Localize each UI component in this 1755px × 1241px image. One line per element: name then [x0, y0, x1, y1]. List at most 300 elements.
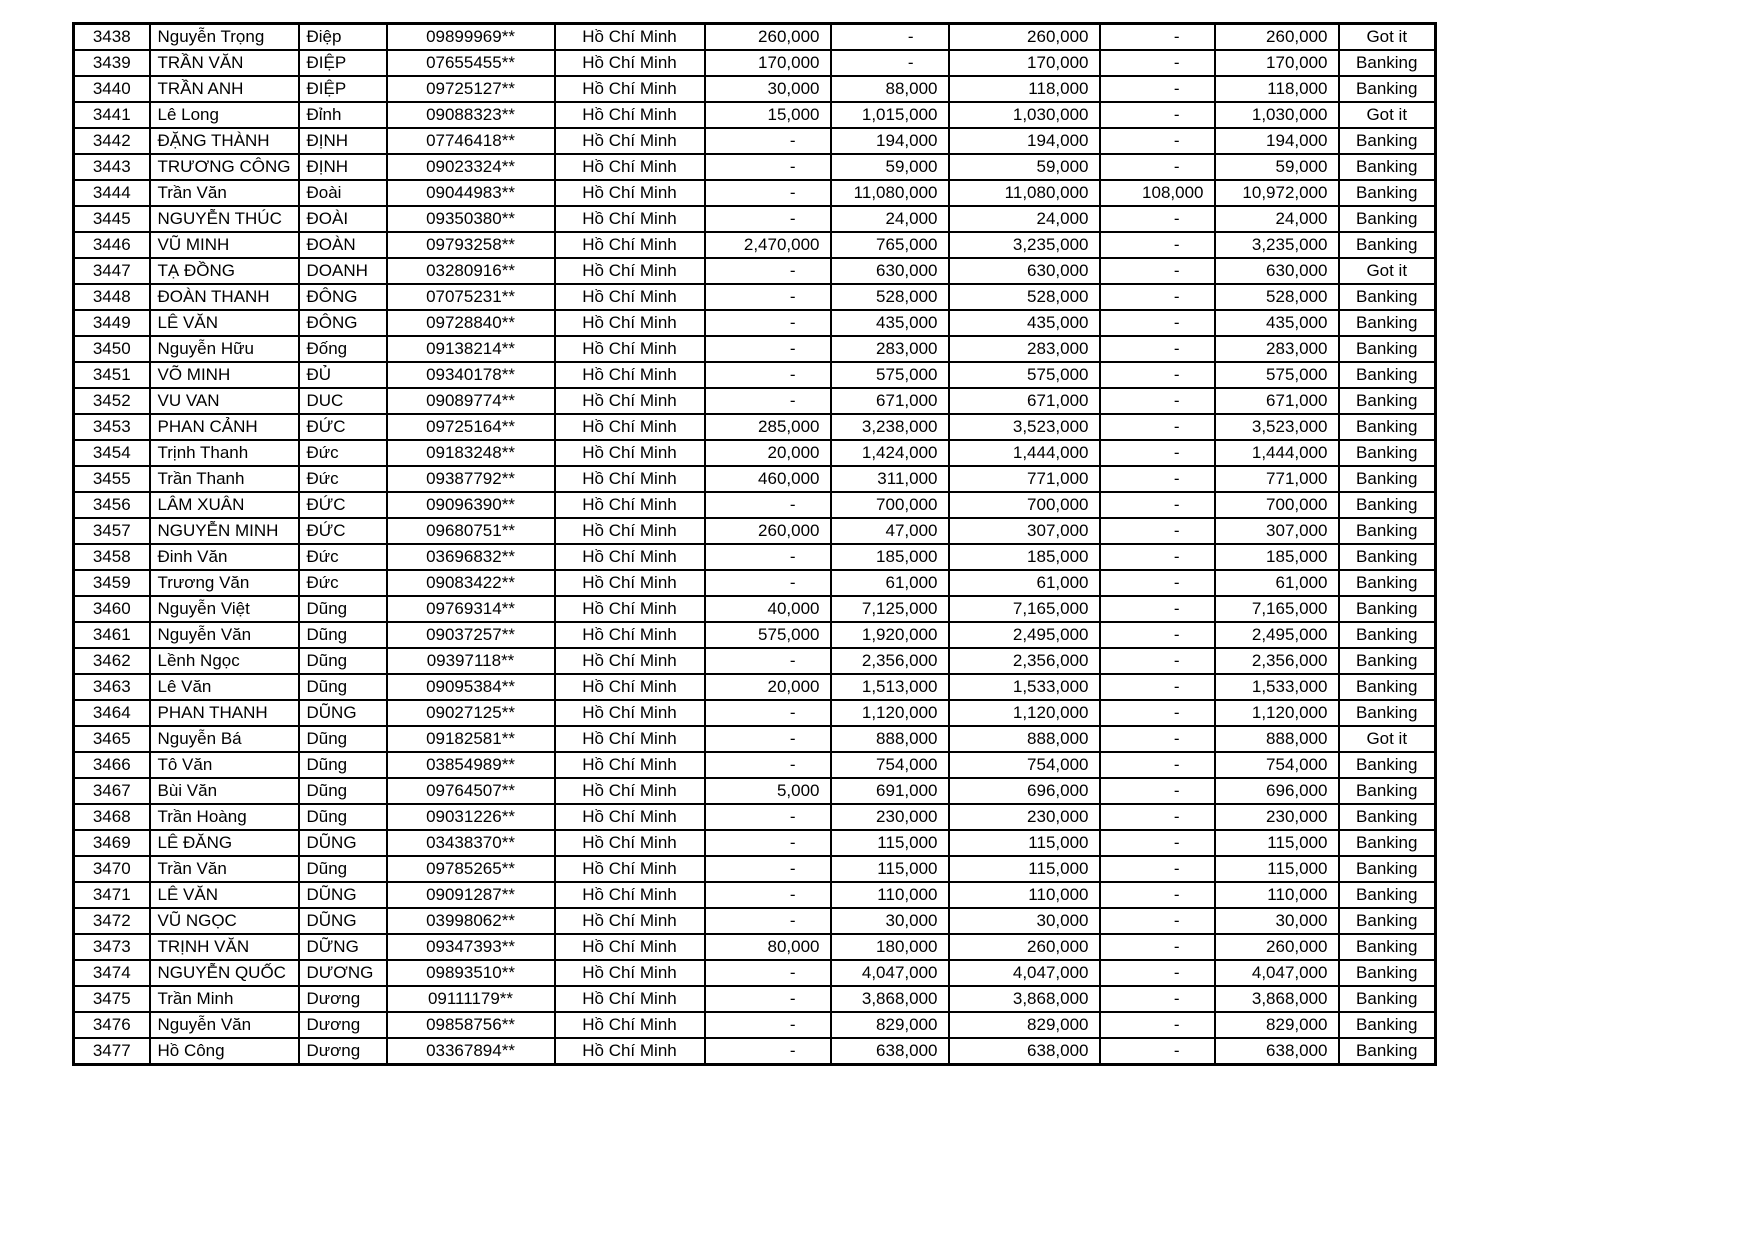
cell-deduction: - [1100, 830, 1215, 856]
cell-deduction: - [1100, 440, 1215, 466]
cell-status: Banking [1339, 1038, 1436, 1065]
cell-amount-total: 528,000 [949, 284, 1100, 310]
cell-city: Hồ Chí Minh [555, 544, 705, 570]
cell-phone: 09044983** [387, 180, 555, 206]
cell-phone: 09899969** [387, 24, 555, 51]
cell-given-name: DƯƠNG [299, 960, 387, 986]
cell-given-name: DŨNG [299, 908, 387, 934]
cell-city: Hồ Chí Minh [555, 960, 705, 986]
cell-phone: 03280916** [387, 258, 555, 284]
cell-deduction: - [1100, 960, 1215, 986]
cell-deduction: - [1100, 466, 1215, 492]
cell-given-name: DỮNG [299, 934, 387, 960]
cell-id: 3461 [74, 622, 150, 648]
cell-given-name: Dương [299, 1012, 387, 1038]
cell-status: Banking [1339, 440, 1436, 466]
cell-amount-final: 59,000 [1215, 154, 1339, 180]
cell-amount-2: 1,424,000 [831, 440, 949, 466]
cell-given-name: ĐOÀN [299, 232, 387, 258]
cell-given-name: Đức [299, 544, 387, 570]
cell-name: Lê Long [150, 102, 299, 128]
cell-city: Hồ Chí Minh [555, 908, 705, 934]
cell-amount-2: 47,000 [831, 518, 949, 544]
cell-phone: 07075231** [387, 284, 555, 310]
cell-amount-1: - [705, 362, 831, 388]
cell-amount-1: - [705, 388, 831, 414]
cell-name: Nguyễn Bá [150, 726, 299, 752]
cell-amount-final: 829,000 [1215, 1012, 1339, 1038]
cell-status: Banking [1339, 180, 1436, 206]
cell-deduction: - [1100, 518, 1215, 544]
cell-amount-total: 575,000 [949, 362, 1100, 388]
cell-id: 3443 [74, 154, 150, 180]
cell-phone: 09031226** [387, 804, 555, 830]
cell-amount-2: 3,238,000 [831, 414, 949, 440]
cell-name: PHAN THANH [150, 700, 299, 726]
cell-status: Banking [1339, 492, 1436, 518]
cell-id: 3462 [74, 648, 150, 674]
cell-amount-total: 307,000 [949, 518, 1100, 544]
cell-status: Got it [1339, 726, 1436, 752]
cell-name: Đinh Văn [150, 544, 299, 570]
cell-given-name: ĐIỆP [299, 76, 387, 102]
cell-name: TRẦN VĂN [150, 50, 299, 76]
cell-given-name: Đoài [299, 180, 387, 206]
cell-deduction: - [1100, 24, 1215, 51]
cell-amount-1: - [705, 258, 831, 284]
cell-amount-1: - [705, 284, 831, 310]
cell-amount-total: 118,000 [949, 76, 1100, 102]
cell-given-name: DOANH [299, 258, 387, 284]
cell-amount-2: - [831, 24, 949, 51]
cell-given-name: Dũng [299, 856, 387, 882]
cell-status: Banking [1339, 804, 1436, 830]
table-row [74, 206, 1436, 232]
cell-status: Banking [1339, 648, 1436, 674]
cell-amount-total: 59,000 [949, 154, 1100, 180]
cell-city: Hồ Chí Minh [555, 856, 705, 882]
cell-amount-total: 771,000 [949, 466, 1100, 492]
table-row [74, 284, 1436, 310]
cell-amount-1: - [705, 310, 831, 336]
cell-deduction: - [1100, 882, 1215, 908]
cell-amount-1: - [705, 752, 831, 778]
table-row [74, 960, 1436, 986]
cell-deduction: - [1100, 414, 1215, 440]
cell-name: Nguyễn Văn [150, 1012, 299, 1038]
cell-city: Hồ Chí Minh [555, 440, 705, 466]
cell-amount-1: - [705, 336, 831, 362]
cell-amount-total: 4,047,000 [949, 960, 1100, 986]
cell-name: Nguyễn Hữu [150, 336, 299, 362]
table-row [74, 804, 1436, 830]
cell-given-name: Dương [299, 986, 387, 1012]
cell-status: Banking [1339, 700, 1436, 726]
cell-status: Banking [1339, 232, 1436, 258]
cell-id: 3447 [74, 258, 150, 284]
cell-amount-total: 30,000 [949, 908, 1100, 934]
table-row [74, 726, 1436, 752]
cell-amount-2: 7,125,000 [831, 596, 949, 622]
cell-amount-1: 5,000 [705, 778, 831, 804]
cell-name: TRƯƠNG CÔNG [150, 154, 299, 180]
table-row [74, 1038, 1436, 1065]
cell-id: 3448 [74, 284, 150, 310]
cell-city: Hồ Chí Minh [555, 830, 705, 856]
cell-name: Nguyễn Trọng [150, 24, 299, 51]
cell-status: Banking [1339, 752, 1436, 778]
cell-id: 3467 [74, 778, 150, 804]
cell-name: Trịnh Thanh [150, 440, 299, 466]
cell-city: Hồ Chí Minh [555, 1012, 705, 1038]
cell-amount-1: - [705, 648, 831, 674]
table-row [74, 752, 1436, 778]
cell-status: Banking [1339, 414, 1436, 440]
cell-amount-2: 630,000 [831, 258, 949, 284]
cell-amount-total: 435,000 [949, 310, 1100, 336]
cell-id: 3474 [74, 960, 150, 986]
cell-id: 3469 [74, 830, 150, 856]
cell-amount-total: 1,444,000 [949, 440, 1100, 466]
cell-amount-2: 3,868,000 [831, 986, 949, 1012]
cell-amount-total: 185,000 [949, 544, 1100, 570]
cell-id: 3471 [74, 882, 150, 908]
cell-deduction: - [1100, 804, 1215, 830]
cell-deduction: - [1100, 1012, 1215, 1038]
cell-deduction: - [1100, 856, 1215, 882]
cell-phone: 09858756** [387, 1012, 555, 1038]
cell-amount-total: 115,000 [949, 856, 1100, 882]
cell-amount-final: 435,000 [1215, 310, 1339, 336]
cell-deduction: - [1100, 570, 1215, 596]
cell-amount-1: 260,000 [705, 24, 831, 51]
cell-city: Hồ Chí Minh [555, 492, 705, 518]
cell-phone: 09893510** [387, 960, 555, 986]
cell-given-name: ĐỨC [299, 414, 387, 440]
cell-amount-total: 3,523,000 [949, 414, 1100, 440]
cell-amount-total: 283,000 [949, 336, 1100, 362]
cell-phone: 09183248** [387, 440, 555, 466]
cell-phone: 03367894** [387, 1038, 555, 1065]
cell-amount-2: 1,513,000 [831, 674, 949, 700]
cell-amount-final: 185,000 [1215, 544, 1339, 570]
cell-name: VŨ MINH [150, 232, 299, 258]
cell-phone: 09138214** [387, 336, 555, 362]
cell-id: 3473 [74, 934, 150, 960]
cell-amount-1: - [705, 726, 831, 752]
cell-id: 3455 [74, 466, 150, 492]
cell-id: 3466 [74, 752, 150, 778]
cell-amount-final: 10,972,000 [1215, 180, 1339, 206]
cell-status: Banking [1339, 830, 1436, 856]
cell-phone: 09350380** [387, 206, 555, 232]
cell-amount-2: - [831, 50, 949, 76]
cell-given-name: ĐỨC [299, 518, 387, 544]
cell-id: 3476 [74, 1012, 150, 1038]
cell-deduction: - [1100, 76, 1215, 102]
cell-amount-1: 575,000 [705, 622, 831, 648]
cell-name: Trần Văn [150, 180, 299, 206]
cell-amount-1: - [705, 1038, 831, 1065]
cell-amount-final: 671,000 [1215, 388, 1339, 414]
cell-deduction: - [1100, 544, 1215, 570]
cell-phone: 07746418** [387, 128, 555, 154]
table-row [74, 102, 1436, 128]
cell-id: 3445 [74, 206, 150, 232]
cell-amount-2: 11,080,000 [831, 180, 949, 206]
cell-deduction: - [1100, 128, 1215, 154]
cell-status: Banking [1339, 908, 1436, 934]
cell-amount-total: 260,000 [949, 24, 1100, 51]
cell-city: Hồ Chí Minh [555, 206, 705, 232]
cell-amount-2: 765,000 [831, 232, 949, 258]
cell-deduction: - [1100, 362, 1215, 388]
cell-amount-2: 24,000 [831, 206, 949, 232]
cell-phone: 09347393** [387, 934, 555, 960]
cell-status: Banking [1339, 544, 1436, 570]
cell-city: Hồ Chí Minh [555, 570, 705, 596]
cell-amount-1: - [705, 128, 831, 154]
cell-status: Got it [1339, 258, 1436, 284]
cell-status: Banking [1339, 1012, 1436, 1038]
cell-amount-final: 24,000 [1215, 206, 1339, 232]
cell-amount-1: - [705, 986, 831, 1012]
cell-deduction: - [1100, 336, 1215, 362]
cell-amount-final: 61,000 [1215, 570, 1339, 596]
cell-amount-2: 671,000 [831, 388, 949, 414]
cell-city: Hồ Chí Minh [555, 102, 705, 128]
cell-given-name: Dũng [299, 596, 387, 622]
cell-given-name: ĐỊNH [299, 128, 387, 154]
cell-amount-2: 115,000 [831, 856, 949, 882]
cell-deduction: 108,000 [1100, 180, 1215, 206]
cell-deduction: - [1100, 284, 1215, 310]
cell-name: TẠ ĐỒNG [150, 258, 299, 284]
cell-amount-1: - [705, 856, 831, 882]
cell-city: Hồ Chí Minh [555, 1038, 705, 1065]
table-row [74, 830, 1436, 856]
cell-phone: 03438370** [387, 830, 555, 856]
cell-name: Tô Văn [150, 752, 299, 778]
cell-phone: 09785265** [387, 856, 555, 882]
cell-amount-1: - [705, 154, 831, 180]
cell-status: Banking [1339, 622, 1436, 648]
cell-city: Hồ Chí Minh [555, 50, 705, 76]
cell-amount-final: 115,000 [1215, 856, 1339, 882]
cell-name: VŨ NGỌC [150, 908, 299, 934]
cell-name: Trần Thanh [150, 466, 299, 492]
cell-amount-total: 110,000 [949, 882, 1100, 908]
cell-amount-total: 61,000 [949, 570, 1100, 596]
cell-phone: 09769314** [387, 596, 555, 622]
table-row [74, 388, 1436, 414]
cell-amount-total: 260,000 [949, 934, 1100, 960]
cell-status: Banking [1339, 128, 1436, 154]
cell-given-name: Dũng [299, 804, 387, 830]
cell-given-name: Điệp [299, 24, 387, 51]
cell-phone: 09083422** [387, 570, 555, 596]
cell-amount-final: 110,000 [1215, 882, 1339, 908]
table-row [74, 856, 1436, 882]
cell-id: 3477 [74, 1038, 150, 1065]
cell-amount-1: - [705, 492, 831, 518]
cell-id: 3451 [74, 362, 150, 388]
cell-amount-2: 2,356,000 [831, 648, 949, 674]
cell-city: Hồ Chí Minh [555, 284, 705, 310]
cell-id: 3442 [74, 128, 150, 154]
table-row [74, 362, 1436, 388]
cell-amount-total: 829,000 [949, 1012, 1100, 1038]
cell-name: Nguyễn Văn [150, 622, 299, 648]
cell-name: TRỊNH VĂN [150, 934, 299, 960]
cell-amount-final: 700,000 [1215, 492, 1339, 518]
cell-phone: 09095384** [387, 674, 555, 700]
cell-phone: 03998062** [387, 908, 555, 934]
cell-amount-final: 260,000 [1215, 934, 1339, 960]
cell-id: 3458 [74, 544, 150, 570]
cell-name: Trần Minh [150, 986, 299, 1012]
cell-name: Trần Văn [150, 856, 299, 882]
cell-amount-final: 307,000 [1215, 518, 1339, 544]
cell-deduction: - [1100, 622, 1215, 648]
cell-phone: 09023324** [387, 154, 555, 180]
table-row [74, 336, 1436, 362]
cell-amount-final: 888,000 [1215, 726, 1339, 752]
cell-status: Banking [1339, 466, 1436, 492]
cell-amount-1: 20,000 [705, 674, 831, 700]
cell-deduction: - [1100, 986, 1215, 1012]
cell-name: NGUYỄN QUỐC [150, 960, 299, 986]
cell-phone: 03854989** [387, 752, 555, 778]
cell-city: Hồ Chí Minh [555, 596, 705, 622]
cell-name: Hồ Công [150, 1038, 299, 1065]
cell-status: Banking [1339, 518, 1436, 544]
cell-id: 3449 [74, 310, 150, 336]
cell-amount-final: 260,000 [1215, 24, 1339, 51]
cell-city: Hồ Chí Minh [555, 258, 705, 284]
table-row [74, 232, 1436, 258]
cell-amount-1: - [705, 544, 831, 570]
cell-given-name: DŨNG [299, 830, 387, 856]
cell-amount-2: 311,000 [831, 466, 949, 492]
cell-given-name: Đức [299, 440, 387, 466]
cell-status: Banking [1339, 934, 1436, 960]
cell-city: Hồ Chí Minh [555, 934, 705, 960]
cell-amount-2: 1,120,000 [831, 700, 949, 726]
cell-status: Banking [1339, 570, 1436, 596]
cell-phone: 07655455** [387, 50, 555, 76]
cell-city: Hồ Chí Minh [555, 752, 705, 778]
cell-given-name: Dũng [299, 752, 387, 778]
cell-id: 3463 [74, 674, 150, 700]
cell-given-name: ĐIỆP [299, 50, 387, 76]
cell-city: Hồ Chí Minh [555, 726, 705, 752]
cell-city: Hồ Chí Minh [555, 180, 705, 206]
cell-amount-1: 2,470,000 [705, 232, 831, 258]
cell-id: 3454 [74, 440, 150, 466]
cell-amount-total: 194,000 [949, 128, 1100, 154]
cell-amount-1: - [705, 180, 831, 206]
cell-amount-total: 3,868,000 [949, 986, 1100, 1012]
cell-id: 3457 [74, 518, 150, 544]
cell-name: Lềnh Ngọc [150, 648, 299, 674]
cell-id: 3450 [74, 336, 150, 362]
cell-amount-2: 4,047,000 [831, 960, 949, 986]
cell-name: Nguyễn Việt [150, 596, 299, 622]
cell-deduction: - [1100, 1038, 1215, 1065]
cell-city: Hồ Chí Minh [555, 986, 705, 1012]
cell-id: 3472 [74, 908, 150, 934]
cell-deduction: - [1100, 934, 1215, 960]
cell-name: NGUYỄN THÚC [150, 206, 299, 232]
cell-amount-total: 3,235,000 [949, 232, 1100, 258]
cell-id: 3464 [74, 700, 150, 726]
cell-status: Banking [1339, 50, 1436, 76]
cell-deduction: - [1100, 492, 1215, 518]
cell-id: 3460 [74, 596, 150, 622]
cell-id: 3438 [74, 24, 150, 51]
cell-deduction: - [1100, 206, 1215, 232]
cell-name: Bùi Văn [150, 778, 299, 804]
cell-name: PHAN CẢNH [150, 414, 299, 440]
cell-city: Hồ Chí Minh [555, 24, 705, 51]
table-row [74, 466, 1436, 492]
cell-amount-2: 829,000 [831, 1012, 949, 1038]
cell-amount-total: 638,000 [949, 1038, 1100, 1065]
cell-amount-total: 24,000 [949, 206, 1100, 232]
cell-amount-1: 80,000 [705, 934, 831, 960]
table-row [74, 622, 1436, 648]
cell-amount-total: 2,495,000 [949, 622, 1100, 648]
cell-amount-total: 700,000 [949, 492, 1100, 518]
cell-deduction: - [1100, 388, 1215, 414]
cell-amount-final: 7,165,000 [1215, 596, 1339, 622]
cell-amount-final: 771,000 [1215, 466, 1339, 492]
cell-given-name: Dũng [299, 674, 387, 700]
cell-name: LÊ ĐĂNG [150, 830, 299, 856]
table-row [74, 180, 1436, 206]
cell-amount-final: 575,000 [1215, 362, 1339, 388]
cell-given-name: DUC [299, 388, 387, 414]
cell-name: LÊ VĂN [150, 310, 299, 336]
table-row [74, 648, 1436, 674]
cell-amount-final: 528,000 [1215, 284, 1339, 310]
cell-amount-1: - [705, 804, 831, 830]
cell-amount-total: 1,120,000 [949, 700, 1100, 726]
cell-status: Banking [1339, 856, 1436, 882]
table-row [74, 50, 1436, 76]
cell-amount-1: - [705, 882, 831, 908]
cell-amount-2: 61,000 [831, 570, 949, 596]
cell-amount-2: 30,000 [831, 908, 949, 934]
cell-phone: 09793258** [387, 232, 555, 258]
cell-status: Got it [1339, 102, 1436, 128]
cell-status: Banking [1339, 960, 1436, 986]
cell-given-name: ĐỦ [299, 362, 387, 388]
table-row [74, 570, 1436, 596]
cell-amount-total: 671,000 [949, 388, 1100, 414]
table-row [74, 700, 1436, 726]
cell-given-name: ĐOÀI [299, 206, 387, 232]
table-row [74, 128, 1436, 154]
cell-phone: 09728840** [387, 310, 555, 336]
cell-deduction: - [1100, 726, 1215, 752]
cell-status: Banking [1339, 778, 1436, 804]
cell-name: NGUYỄN MINH [150, 518, 299, 544]
cell-phone: 09027125** [387, 700, 555, 726]
table-row [74, 310, 1436, 336]
cell-given-name: Dũng [299, 726, 387, 752]
